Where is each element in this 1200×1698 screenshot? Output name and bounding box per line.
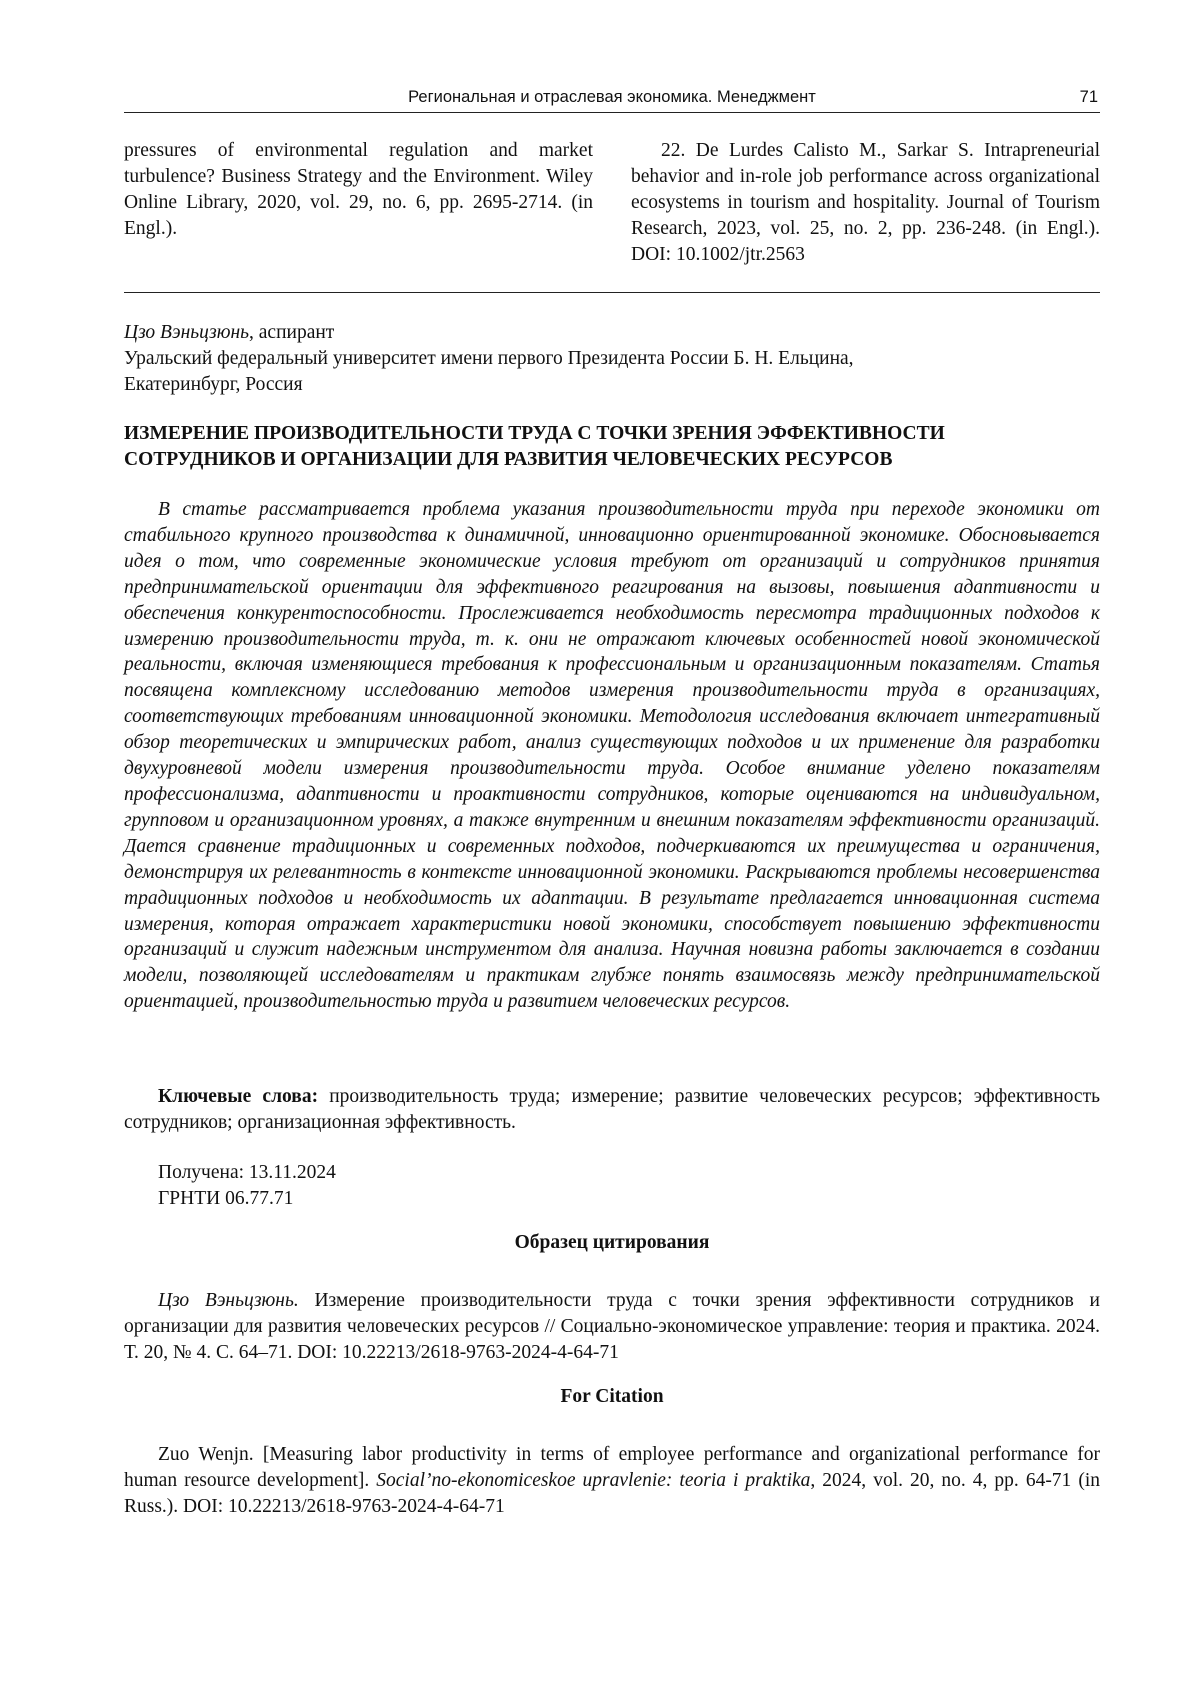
grnti-code: ГРНТИ 06.77.71	[158, 1188, 294, 1209]
citation-ru	[124, 1288, 1100, 1366]
running-title: Региональная и отраслевая экономика. Менеджмент	[408, 88, 816, 106]
article-title: ИЗМЕРЕНИЕ ПРОИЗВОДИТЕЛЬНОСТИ ТРУДА С ТОЧКИ ЗРЕНИЯ ЭФФЕКТИВНОСТИ СОТРУДНИКОВ И ОРГАНИЗАЦИИ ДЛЯ РАЗВИТИЯ ЧЕЛОВЕЧЕСКИХ РЕСУРСОВ	[124, 423, 945, 470]
author-block	[124, 320, 1100, 398]
affiliation-line-2: Екатеринбург, Россия	[124, 374, 303, 395]
reference-item-22: 22. De Lurdes Calisto M., Sarkar S. Intrapreneurial behavior and in-role job performance across organizational ecosystems in tourism and hospitality. Journal of Tourism Research, 2023, vol. 25, no. 2, pp. 236-248. (in Engl.). DOI: 10.1002/jtr.2563	[631, 140, 1100, 265]
author-name: Цзо Вэньцзюнь	[124, 322, 250, 343]
citation-en-journal: Social’no-ekonomiceskoe upravlenie: teoria i praktika	[376, 1470, 811, 1491]
citation-ru-text: Измерение производительности труда с точки зрения эффективности сотрудников и организации для развития человеческих ресурсов // Социально-экономическое управление: теория и практика. 2024. Т. 20, № 4. С. 64–71. DOI: 10.22213/2618-9763-2024-4-64-71	[124, 1290, 1100, 1363]
author-line	[124, 320, 1100, 346]
references-continuation	[124, 138, 1100, 268]
keywords	[124, 1084, 1100, 1136]
reference-right-column	[631, 138, 1100, 268]
keywords-label: Ключевые слова:	[158, 1086, 319, 1107]
citation-ru-author: Цзо Вэньцзюнь.	[158, 1290, 299, 1311]
abstract: В статье рассматривается проблема указания производительности труда при переходе экономики от стабильного крупного производства к динамичной, инновационно ориентированной экономике. Обосновывается идея о том, что современные экономические условия требуют от организаций и сотрудников принятия предпринимательской ориентации для эффективного реагирования на вызовы, повышения адаптивности и обеспечения конкурентоспособности. Прослеживается необходимость пересмотра традиционных подходов к измерению производительности труда, т. к. они не отражают ключевых особенностей новой экономической реальности, включая изменяющиеся требования к профессиональным и организационным показателям. Статья посвящена комплексному исследованию методов измерения производительности труда в организациях, соответствующих требованиям инновационной экономики. Методология исследования включает интегративный обзор теоретических и эмпирических работ, анализ существующих подходов и их применение для разработки двухуровневой модели измерения производительности труда. Особое внимание уделено показателям профессионализма, адаптивности и проактивности сотрудников, которые оцениваются на индивидуальном, групповом и организационном уровнях, а также внутренним и внешним показателям эффективности организаций. Дается сравнение традиционных и современных подходов, подчеркиваются их преимущества и ограничения, демонстрируя их релевантность в контексте инновационной экономики. Раскрываются проблемы несовершенства традиционных подходов и необходимость их адаптации. В результате предлагается инновационная система измерения, которая отражает характеристики новой экономики, способствует повышению эффективности организаций и служит надежным инструментом для анализа. Научная новизна работы заключается в создании модели, позволяющей исследователям и практикам глубже понять взаимосвязь между предпринимательской ориентацией, производительностью труда и развитием человеческих ресурсов.	[124, 499, 1100, 1013]
reference-text-continued: pressures of environmental regulation and market turbulence? Business Strategy and the Environment. Wiley Online Library, 2020, vol. 29, no. 6, pp. 2695-2714. (in Engl.).	[124, 140, 593, 239]
citation-en	[124, 1442, 1100, 1520]
received-date: Получена: 13.11.2024	[158, 1162, 336, 1183]
page-number: 71	[1079, 88, 1098, 106]
received-info	[158, 1160, 336, 1212]
citation-en-lead: Zuo Wenjn. [Measuring labor productivity in terms of employee performance and organizational performance for human resource development].	[124, 1444, 1100, 1491]
running-header	[124, 84, 1100, 113]
citation-heading-ru: Образец цитирования	[514, 1232, 710, 1253]
citation-en-tail: , 2024, vol. 20, no. 4, pp. 64-71 (in Russ.). DOI: 10.22213/2618-9763-2024-4-64-71	[124, 1470, 1100, 1517]
reference-left-column	[124, 138, 593, 242]
keywords-text: производительность труда; измерение; развитие человеческих ресурсов; эффективность сотрудников; организационная эффективность.	[124, 1086, 1100, 1133]
citation-heading-en: For Citation	[560, 1386, 664, 1407]
section-divider	[124, 292, 1100, 293]
author-position: , аспирант	[249, 322, 335, 343]
affiliation-line-1: Уральский федеральный университет имени первого Президента России Б. Н. Ельцина,	[124, 348, 854, 369]
